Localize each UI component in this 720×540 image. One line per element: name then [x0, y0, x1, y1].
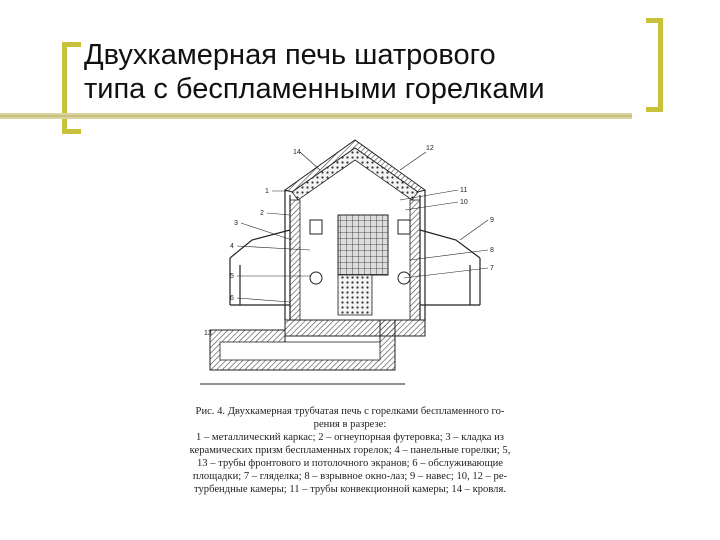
caption-line: Рис. 4. Двухкамерная трубчатая печь с горелками беспламенного го- — [195, 406, 505, 417]
caption-line: 13 – трубы фронтового и потолочного экранов; 6 – обслуживающие — [197, 458, 503, 469]
callout-10: 10 — [460, 199, 468, 206]
callout-14: 14 — [293, 149, 301, 156]
callout-8: 8 — [490, 247, 494, 254]
slide-title — [84, 38, 644, 106]
callout-1: 1 — [265, 188, 269, 195]
title-rule-inner — [0, 115, 632, 117]
callout-2: 2 — [260, 210, 264, 217]
callout-9: 9 — [490, 217, 494, 224]
convection-chamber — [338, 275, 372, 315]
caption-line: рения в разрезе: — [313, 419, 387, 430]
callout-11: 11 — [460, 187, 468, 194]
caption-line: площадки; 7 – гляделка; 8 – взрывное окно-лаз; 9 – навес; 10, 12 – ре- — [192, 471, 508, 482]
ceramic-prism-masonry — [338, 215, 388, 275]
callout-13: 13 — [204, 330, 212, 337]
furnace-diagram — [190, 130, 520, 395]
callout-7: 7 — [490, 265, 494, 272]
callout-3: 3 — [234, 220, 238, 227]
callout-6: 6 — [230, 295, 234, 302]
figure-caption — [165, 405, 535, 496]
left-awning — [230, 230, 290, 258]
left-wall-lining — [290, 200, 300, 320]
caption-line: керамических призм беспламенных горелок; 4 – панельные горелки; 5, — [189, 445, 511, 456]
caption-line: 1 – металлический каркас; 2 – огнеупорная футеровка; 3 – кладка из — [196, 432, 504, 443]
callout-5: 5 — [230, 273, 234, 280]
caption-line: турбендные камеры; 11 – трубы конвекционной камеры; 14 – кровля. — [193, 484, 506, 495]
callout-4: 4 — [230, 243, 234, 250]
slide-title-line-2: типа с беспламенными горелками — [84, 73, 545, 105]
left-bracket-decoration — [62, 42, 81, 134]
callout-12: 12 — [426, 145, 434, 152]
right-bracket-decoration — [646, 18, 663, 112]
duct-inner — [220, 342, 380, 360]
slide-title-line-1: Двухкамерная печь шатрового — [84, 39, 496, 71]
right-awning — [420, 230, 480, 258]
flue-channel — [285, 320, 425, 336]
